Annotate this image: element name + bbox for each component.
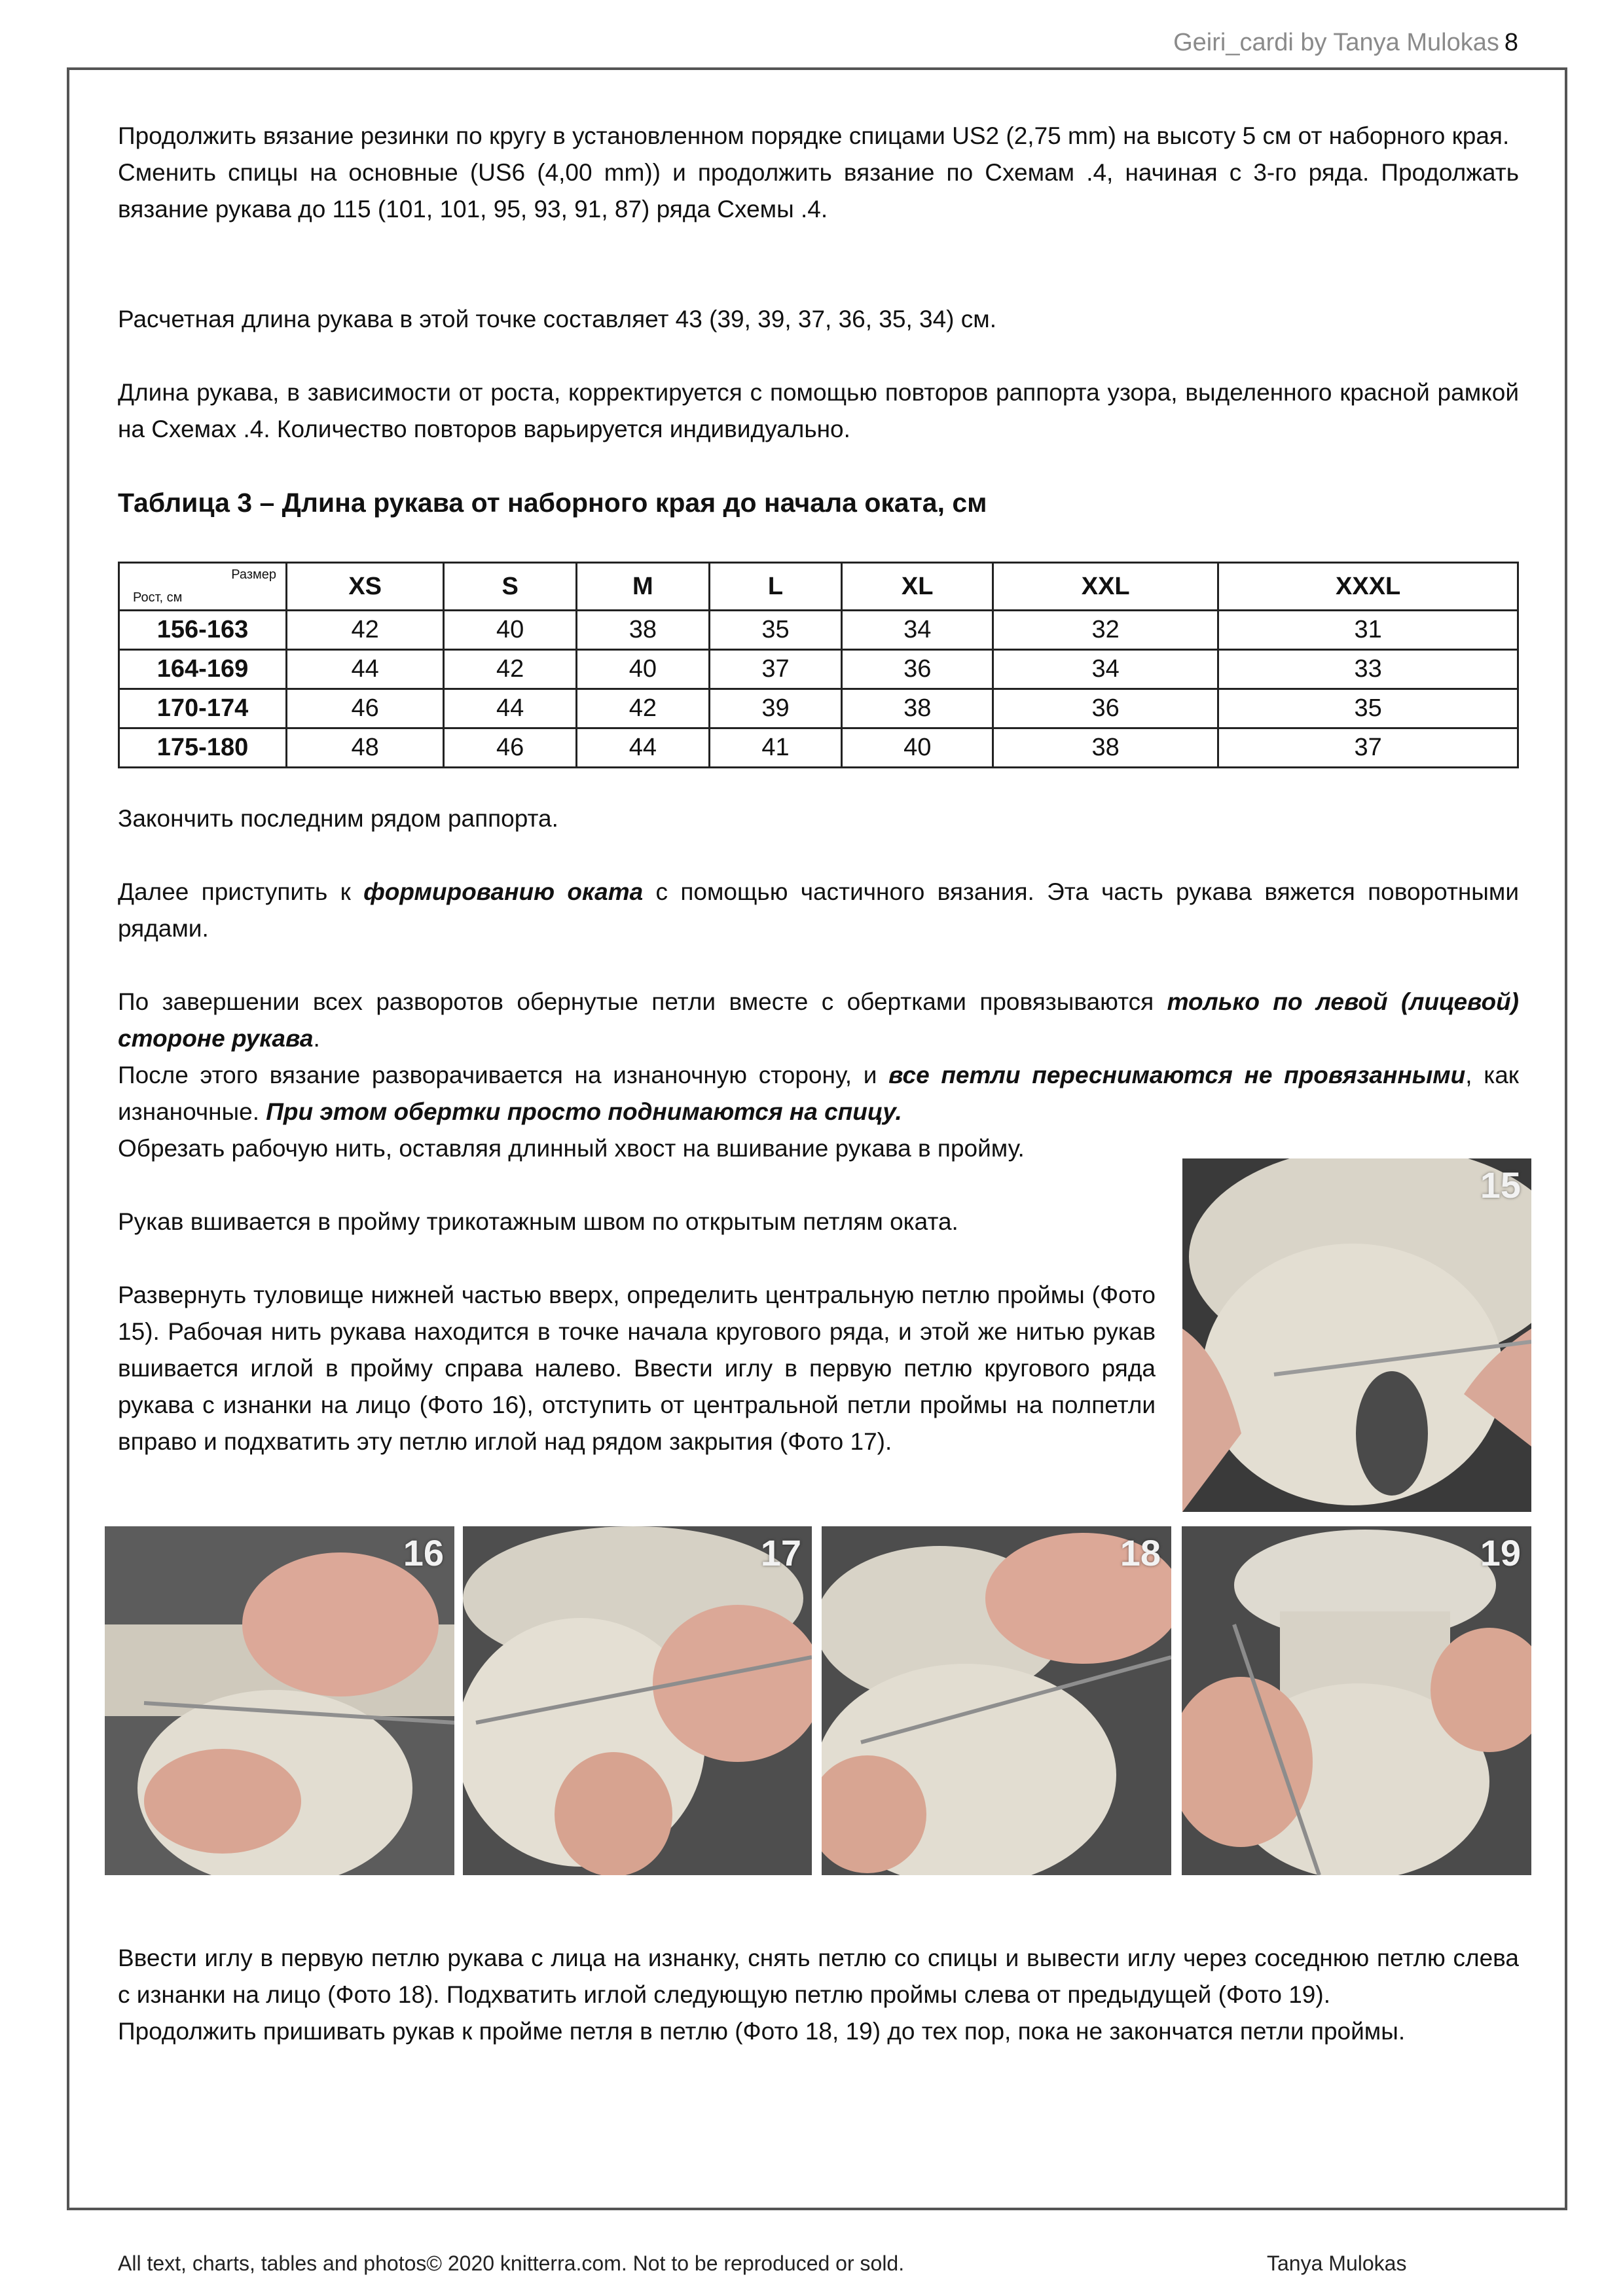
table-cell: 33 — [1218, 650, 1518, 689]
photo-16-image — [105, 1526, 454, 1875]
table-cell: 38 — [993, 728, 1218, 768]
table-cell: 36 — [993, 689, 1218, 728]
size-header: S — [444, 563, 577, 611]
page-number: 8 — [1504, 29, 1518, 56]
paragraph-rib — [118, 118, 1519, 228]
table-cell: 46 — [287, 689, 444, 728]
p7-text-a: По завершении всех разворотов обернутые петли вместе с обертками провязываются — [118, 988, 1167, 1015]
table-cell: 40 — [444, 611, 577, 650]
table-cell: 42 — [287, 611, 444, 650]
size-header: XS — [287, 563, 444, 611]
p8-emphasis: все петли переснимаются не провязанными — [888, 1062, 1466, 1088]
paragraph-rib-text: Продолжить вязание резинки по кругу в установленном порядке спицами US2 (2,75 mm) на высоту 5 см от наборного края. — [118, 122, 1510, 149]
table-cell: 37 — [1218, 728, 1518, 768]
table-row — [119, 650, 1518, 689]
photo-19 — [1182, 1526, 1531, 1875]
height-range: 175-180 — [119, 728, 287, 768]
height-range: 170-174 — [119, 689, 287, 728]
table-cell: 39 — [709, 689, 842, 728]
p8-text-a: После этого вязание разворачивается на изнаночную сторону, и — [118, 1062, 889, 1088]
photo-18-number: 18 — [1120, 1532, 1161, 1573]
page-header — [1173, 29, 1518, 57]
table-cell: 42 — [444, 650, 577, 689]
table-row — [119, 611, 1518, 650]
p9-text: Обрезать рабочую нить, оставляя длинный хвост на вшивание рукава в пройму. — [118, 1135, 1025, 1162]
p13-text: Продолжить пришивать рукав к пройме петля в петлю (Фото 18, 19) до тех пор, пока не закончатся петли проймы. — [118, 2018, 1406, 2045]
paragraph-finish: Закончить последним рядом раппорта. — [118, 805, 558, 832]
table-cell: 36 — [842, 650, 993, 689]
table-cell: 44 — [444, 689, 577, 728]
photo-18 — [822, 1526, 1171, 1875]
height-range: 156-163 — [119, 611, 287, 650]
paragraph-needle — [118, 1940, 1519, 2050]
p6-emphasis: формированию оката — [363, 878, 644, 905]
size-header: XXL — [993, 563, 1218, 611]
table-header-row — [119, 563, 1518, 611]
photo-17-number: 17 — [760, 1532, 801, 1573]
height-range: 164-169 — [119, 650, 287, 689]
size-header: M — [577, 563, 710, 611]
paragraph-sewing: Развернуть туловище нижней частью вверх, определить центральную петлю проймы (Фото 15). Рабочая нить рукава находится в точке начала кругового ряда, и этой же нитью рукав вшивается иглой в пройму справа налево. Ввести иглу в первую петлю кругового ряда рукава с изнанки на лицо (Фото 16), отступить от центральной петли проймы на полпетли вправо и подхватить эту петлю иглой над рядом закрытия (Фото 17). — [118, 1282, 1156, 1455]
table-row — [119, 689, 1518, 728]
paragraph-length: Расчетная длина рукава в этой точке составляет 43 (39, 39, 37, 36, 35, 34) см. — [118, 306, 996, 332]
p8-text-c: , как изнаночные. — [118, 1062, 1519, 1125]
paragraph-seam: Рукав вшивается в пройму трикотажным швом по открытым петлям оката. — [118, 1208, 958, 1235]
table-cell: 42 — [577, 689, 710, 728]
table-cell: 40 — [577, 650, 710, 689]
p12-text: Ввести иглу в первую петлю рукава с лица на изнанку, снять петлю со спицы и вывести иглу через соседнюю петлю слева с изнанки на лицо (Фото 18). Подхватить иглой следующую петлю проймы слева от предыдущей (Фото 19). — [118, 1945, 1519, 2008]
p7-text-c: . — [313, 1025, 320, 1052]
photo-19-image — [1182, 1526, 1531, 1875]
photo-16 — [105, 1526, 454, 1875]
table-cell: 35 — [1218, 689, 1518, 728]
table-cell: 34 — [993, 650, 1218, 689]
footer-author: Tanya Mulokas — [1267, 2251, 1407, 2275]
paragraph-wraps — [118, 984, 1519, 1167]
paragraph-adjust: Длина рукава, в зависимости от роста, корректируется с помощью повторов раппорта узора, выделенного красной рамкой на Схемах .4. Количество повторов варьируется индивидуально. — [118, 379, 1519, 442]
photo-15 — [1182, 1158, 1531, 1512]
table-cell: 38 — [577, 611, 710, 650]
corner-height-label: Рост, см — [133, 590, 183, 605]
size-header: L — [709, 563, 842, 611]
table-cell: 46 — [444, 728, 577, 768]
table-title: Таблица 3 – Длина рукава от наборного края до начала оката, см — [118, 488, 987, 518]
photo-15-image — [1182, 1158, 1531, 1512]
photo-17-image — [463, 1526, 812, 1875]
p7-emphasis: только по левой (лицевой) стороне рукава — [118, 988, 1519, 1052]
table-cell: 44 — [287, 650, 444, 689]
size-header: XXXL — [1218, 563, 1518, 611]
table-row — [119, 728, 1518, 768]
header-title: Geiri_cardi by Tanya Mulokas — [1173, 29, 1499, 56]
paragraph-needles-text: Сменить спицы на основные (US6 (4,00 mm)) и продолжить вязание по Схемам .4, начиная с 3-го ряда. Продолжать вязание рукава до 115 (101, 101, 95, 93, 91, 87) ряда Схемы .4. — [118, 159, 1519, 223]
table-cell: 48 — [287, 728, 444, 768]
table-cell: 31 — [1218, 611, 1518, 650]
corner-size-label: Размер — [231, 567, 276, 582]
p8-emphasis-2: При этом обертки просто поднимаются на спицу. — [266, 1098, 902, 1125]
table-cell: 32 — [993, 611, 1218, 650]
photo-18-image — [822, 1526, 1171, 1875]
table-cell: 35 — [709, 611, 842, 650]
photo-15-number: 15 — [1480, 1164, 1521, 1206]
footer-copyright: All text, charts, tables and photos© 2020 knitterra.com. Not to be reproduced or sold. — [118, 2251, 905, 2275]
table-cell: 44 — [577, 728, 710, 768]
table-cell: 38 — [842, 689, 993, 728]
size-header: XL — [842, 563, 993, 611]
paragraph-cap-shaping — [118, 874, 1519, 947]
table-cell: 40 — [842, 728, 993, 768]
table-corner-cell — [119, 563, 287, 611]
photo-17 — [463, 1526, 812, 1875]
table-cell: 41 — [709, 728, 842, 768]
p6-text-a: Далее приступить к — [118, 878, 364, 905]
p6-text-c: с помощью частичного вязания. Эта часть рукава вяжется поворотными рядами. — [118, 878, 1519, 942]
table-cell: 34 — [842, 611, 993, 650]
table-cell: 37 — [709, 650, 842, 689]
photo-16-number: 16 — [403, 1532, 444, 1573]
photo-19-number: 19 — [1480, 1532, 1521, 1573]
sleeve-length-table — [118, 562, 1519, 768]
